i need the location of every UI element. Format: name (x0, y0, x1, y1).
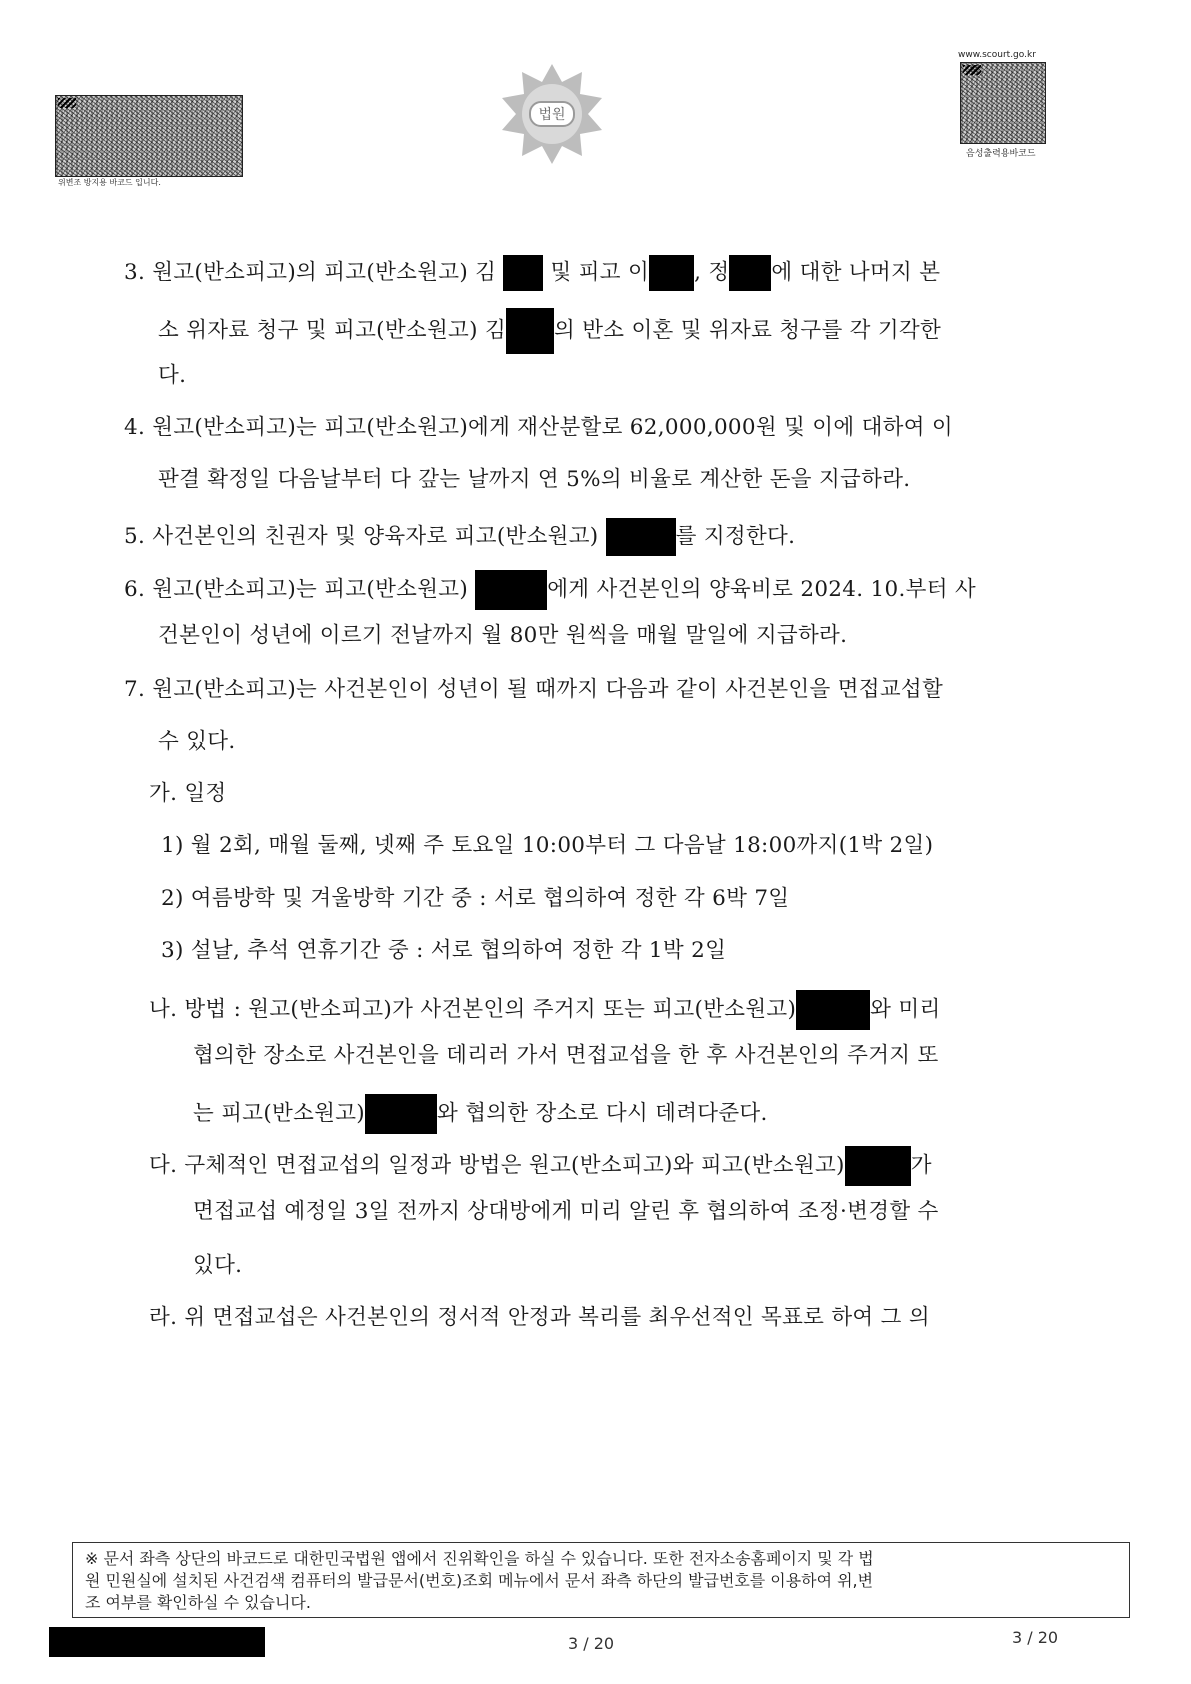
court-seal (500, 62, 604, 166)
section-ga-item-3: 3) 설날, 추석 연휴기간 중 : 서로 협의하여 정한 각 1박 2일 (161, 938, 727, 963)
section-na-line-2: 협의한 장소로 사건본인을 데리러 가서 면접교섭을 한 후 사건본인의 주거지 또 (193, 1043, 939, 1068)
notice-line-3: 조 여부를 확인하실 수 있습니다. (85, 1593, 311, 1612)
page-number-right: 3 / 20 (1012, 1628, 1059, 1647)
section-ga-title: 가. 일정 (149, 781, 227, 806)
item-4-line-1: 4. 원고(반소피고)는 피고(반소원고)에게 재산분할로 62,000,000원 및 이에 대하여 이 (124, 415, 953, 440)
item-7-line-1: 7. 원고(반소피고)는 사건본인이 성년이 될 때까지 다음과 같이 사건본인을 면접교섭할 (124, 677, 944, 702)
item-5-line-1: 5. 사건본인의 친권자 및 양육자로 피고(반소원고) 를 지정한다. (124, 518, 795, 556)
anti-forgery-barcode (55, 95, 243, 177)
voice-output-barcode-caption: 음성출력용바코드 (966, 149, 1036, 159)
item-3-line-2: 소 위자료 청구 및 피고(반소원고) 김 의 반소 이혼 및 위자료 청구를 각 기각한 (158, 308, 941, 354)
redaction-box (506, 308, 554, 354)
item-3-line-3: 다. (158, 363, 187, 388)
voice-output-barcode (960, 62, 1046, 144)
redaction-box (796, 990, 870, 1030)
court-url: www.scourt.go.kr (958, 50, 1036, 60)
section-da-line-2: 면접교섭 예정일 3일 전까지 상대방에게 미리 알린 후 협의하여 조정·변경할 수 (193, 1199, 939, 1224)
redaction-box (845, 1146, 911, 1186)
redaction-box (729, 255, 771, 291)
court-seal-text: 법원 (538, 107, 566, 123)
redaction-box (365, 1094, 437, 1134)
redaction-box (475, 570, 547, 610)
section-da-line-1: 다. 구체적인 면접교섭의 일정과 방법은 원고(반소피고)와 피고(반소원고) 가 (149, 1146, 932, 1186)
issuance-number-redaction (49, 1627, 265, 1657)
anti-forgery-barcode-caption: 위변조 방지용 바코드 입니다. (58, 178, 161, 187)
notice-line-1: ※ 문서 좌측 상단의 바코드로 대한민국법원 앱에서 진위확인을 하실 수 있습니다. 또한 전자소송홈페이지 및 각 법 (85, 1549, 874, 1568)
section-ga-item-1: 1) 월 2회, 매월 둘째, 넷째 주 토요일 10:00부터 그 다음날 18:00까지(1박 2일) (161, 833, 934, 858)
section-da-line-3: 있다. (193, 1253, 243, 1278)
redaction-box (649, 255, 694, 291)
redaction-box (503, 255, 543, 291)
item-7-line-2: 수 있다. (158, 729, 236, 754)
item-6-line-1: 6. 원고(반소피고)는 피고(반소원고) 에게 사건본인의 양육비로 2024. 10.부터 사 (124, 570, 976, 610)
verification-notice-box (72, 1542, 1130, 1618)
section-na-line-3: 는 피고(반소원고) 와 협의한 장소로 다시 데려다준다. (193, 1094, 768, 1134)
notice-line-2: 원 민원실에 설치된 사건검색 컴퓨터의 발급문서(번호)조회 메뉴에서 문서 좌측 하단의 발급번호를 이용하여 위,변 (85, 1571, 874, 1590)
section-ra-line-1: 라. 위 면접교섭은 사건본인의 정서적 안정과 복리를 최우선적인 목표로 하여 그 의 (149, 1305, 930, 1330)
item-6-line-2: 건본인이 성년에 이르기 전날까지 월 80만 원씩을 매월 말일에 지급하라. (158, 623, 848, 648)
item-3-line-1: 3. 원고(반소피고)의 피고(반소원고) 김 및 피고 이 , 정 에 대한 나머지 본 (124, 255, 940, 291)
section-ga-item-2: 2) 여름방학 및 겨울방학 기간 중 : 서로 협의하여 정한 각 6박 7일 (161, 886, 790, 911)
redaction-box (606, 518, 676, 556)
page-number-center: 3 / 20 (568, 1634, 615, 1653)
section-na-line-1: 나. 방법 : 원고(반소피고)가 사건본인의 주거지 또는 피고(반소원고) 와 미리 (149, 990, 941, 1030)
item-4-line-2: 판결 확정일 다음날부터 다 갚는 날까지 연 5%의 비율로 계산한 돈을 지급하라. (158, 467, 911, 492)
